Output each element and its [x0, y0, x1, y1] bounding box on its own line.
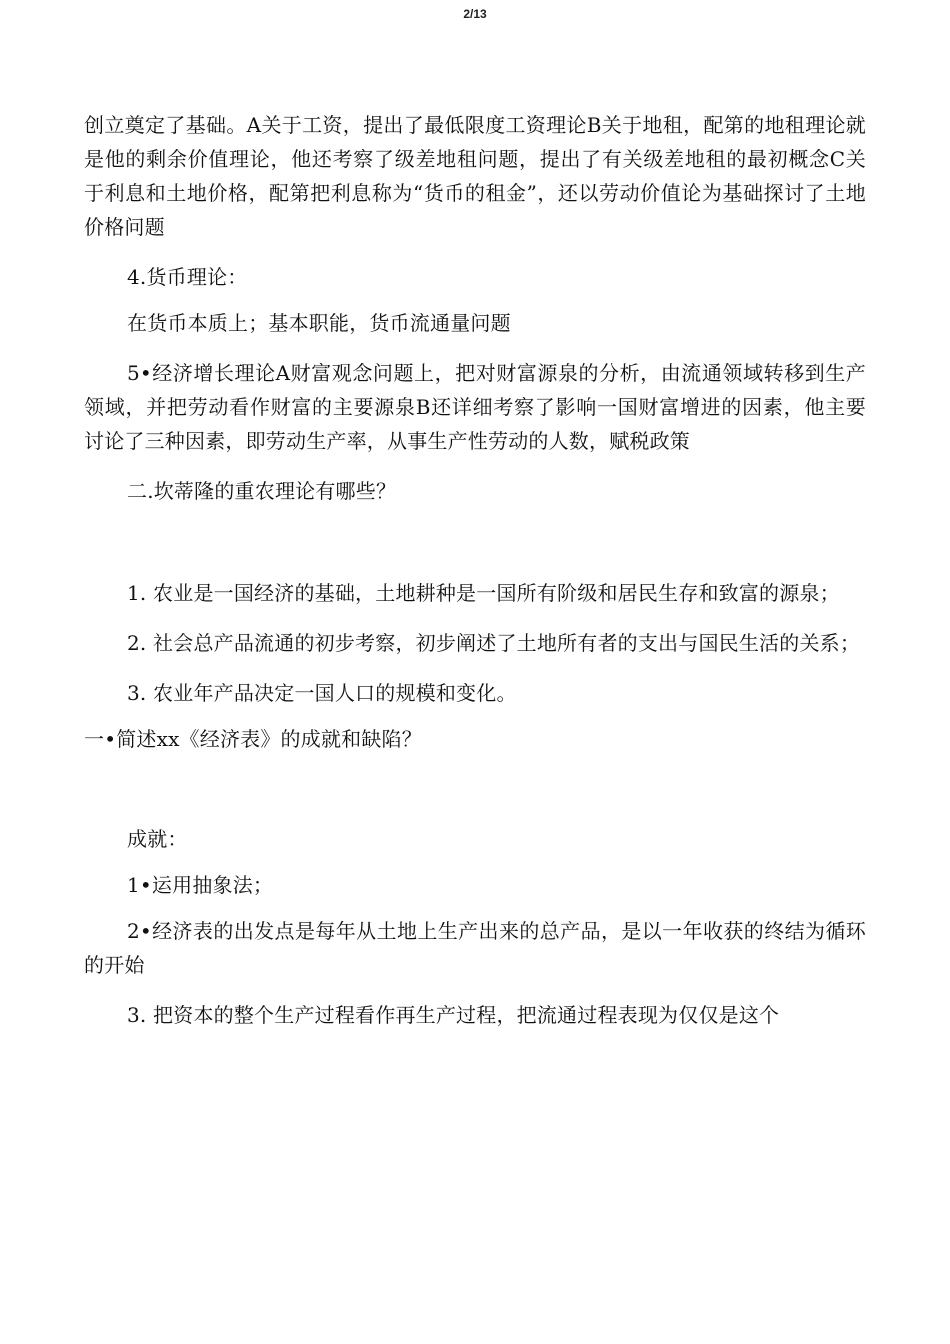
- paragraph-monetary-theory: 在货币本质上；基本职能，货币流通量问题: [127, 311, 511, 335]
- list-item-product-circulation: 2. 社会总产品流通的初步考察，初步阐述了土地所有者的支出与国民生活的关系；: [127, 631, 861, 655]
- page-number: 2/13: [463, 7, 487, 21]
- list-item-reproduction: 3. 把资本的整个生产过程看作再生产过程，把流通过程表现为仅仅是这个: [127, 1003, 780, 1027]
- list-item-population: 3. 农业年产品决定一国人口的规模和变化。: [127, 681, 517, 705]
- heading-achievements: 成就：: [127, 827, 188, 851]
- heading-monetary-theory: 4.货币理论：: [127, 265, 248, 289]
- list-item-abstraction: 1•运用抽象法；: [127, 873, 274, 897]
- paragraph-intro-continuation: 创立奠定了基础。A关于工资，提出了最低限度工资理论B关于地租，配第的地租理论就是他的剩余价值理论，他还考察了级差地租问题，提出了有关级差地租的最初概念C关于利息和土地价格，配第把利息称为“货币的租金”，还以劳动价值论为基础探讨了土地价格问题: [84, 113, 866, 239]
- document-body: [84, 108, 866, 1032]
- list-item-agriculture-basis: 1. 农业是一国经济的基础，土地耕种是一国所有阶级和居民生存和致富的源泉；: [127, 581, 840, 605]
- heading-economic-table-question: 一•简述xx《经济表》的成就和缺陷？: [84, 727, 422, 751]
- heading-cantillon-question: 二.坎蒂隆的重农理论有哪些？: [127, 479, 397, 503]
- paragraph-economic-growth: 5•经济增长理论A财富观念问题上，把对财富源泉的分析，由流通领域转移到生产领域，并把劳动看作财富的主要源泉B还详细考察了影响一国财富增进的因素，他主要讨论了三种因素，即劳动生产率，从事生产性劳动的人数，赋税政策: [84, 361, 866, 453]
- list-item-starting-point: 2•经济表的出发点是每年从土地上生产出来的总产品，是以一年收获的终结为循环的开始: [84, 919, 866, 977]
